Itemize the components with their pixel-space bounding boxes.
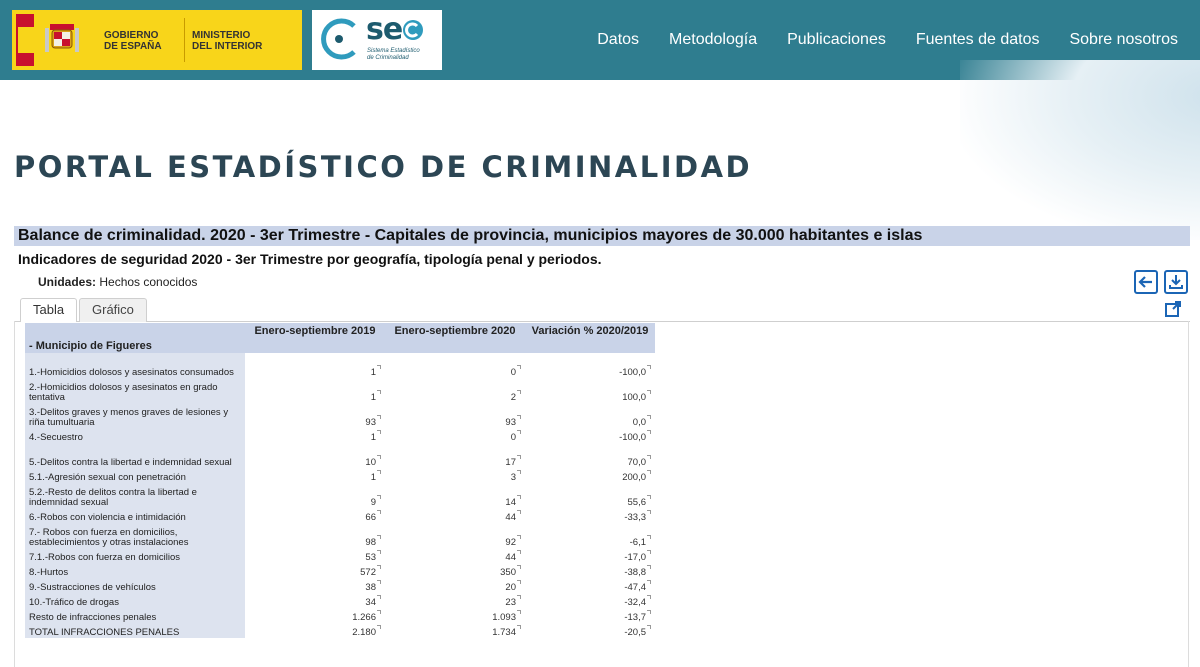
row-label xyxy=(25,403,245,428)
value-2020 xyxy=(385,378,525,403)
table-row xyxy=(25,468,655,483)
value-2019 xyxy=(245,353,385,378)
cell-note-marker xyxy=(517,495,521,499)
value-2020-text: 3 xyxy=(510,472,516,483)
arrow-left-icon xyxy=(1138,274,1154,290)
value-2019-text: 1 xyxy=(370,367,376,378)
table-row xyxy=(25,608,655,623)
tab-tabla[interactable]: Tabla xyxy=(20,298,77,322)
value-variation-text: -47,4 xyxy=(624,582,646,593)
value-variation xyxy=(525,593,655,608)
cell-note-marker xyxy=(377,610,381,614)
value-variation-text: 0,0 xyxy=(632,417,646,428)
value-2020-text: 44 xyxy=(505,512,516,523)
value-2019 xyxy=(245,378,385,403)
value-2020 xyxy=(385,468,525,483)
table-row xyxy=(25,378,655,403)
cell-note-marker xyxy=(647,455,651,459)
value-variation-text: 55,6 xyxy=(627,497,646,508)
sec-subtitle: Sistema Estadístico de Criminalidad xyxy=(367,48,420,61)
value-2020-text: 2 xyxy=(510,392,516,403)
cell-note-marker xyxy=(377,390,381,394)
panel-border xyxy=(1188,321,1189,667)
column-header: Enero-septiembre 2019 xyxy=(245,323,385,353)
row-label-text: 7.- Robos con fuerza en domicilios, establecimientos y otras instalaciones xyxy=(29,527,189,548)
sec-wordmark: se xyxy=(366,12,424,47)
external-link-icon[interactable] xyxy=(1164,300,1182,318)
value-2019-text: 93 xyxy=(365,417,376,428)
value-2020-text: 20 xyxy=(505,582,516,593)
value-variation xyxy=(525,403,655,428)
tab-grafico[interactable]: Gráfico xyxy=(79,298,147,322)
value-2020 xyxy=(385,623,525,638)
table-row xyxy=(25,443,655,468)
value-2020-text: 350 xyxy=(500,567,516,578)
row-label-text: TOTAL INFRACCIONES PENALES xyxy=(29,627,180,638)
value-2019 xyxy=(245,468,385,483)
cell-note-marker xyxy=(377,595,381,599)
value-2019 xyxy=(245,428,385,443)
balance-title-bar: Balance de criminalidad. 2020 - 3er Trimestre - Capitales de provincia, municipios mayores de 30.000 habitantes e islas xyxy=(14,226,1190,246)
value-2020-text: 0 xyxy=(510,432,516,443)
table-row xyxy=(25,593,655,608)
row-label xyxy=(25,623,245,638)
value-2019-text: 1 xyxy=(370,392,376,403)
sec-circle-icon xyxy=(316,16,362,62)
value-2019-text: 38 xyxy=(365,582,376,593)
cell-note-marker xyxy=(647,430,651,434)
value-2019-text: 1.266 xyxy=(352,612,376,623)
cell-note-marker xyxy=(517,415,521,419)
value-2020 xyxy=(385,548,525,563)
value-2020 xyxy=(385,428,525,443)
table-row xyxy=(25,508,655,523)
value-variation xyxy=(525,563,655,578)
value-2020-text: 1.734 xyxy=(492,627,516,638)
row-label xyxy=(25,378,245,403)
decorative-glow xyxy=(960,60,1200,240)
row-label xyxy=(25,428,245,443)
nav-publicaciones[interactable]: Publicaciones xyxy=(787,31,886,48)
value-2019-text: 1 xyxy=(370,472,376,483)
cell-note-marker xyxy=(517,625,521,629)
row-label xyxy=(25,563,245,578)
cell-note-marker xyxy=(377,550,381,554)
download-icon xyxy=(1168,274,1184,290)
data-table xyxy=(25,323,655,638)
row-label xyxy=(25,523,245,548)
value-2019-text: 34 xyxy=(365,597,376,608)
value-variation xyxy=(525,428,655,443)
value-variation-text: -100,0 xyxy=(619,367,646,378)
row-label xyxy=(25,443,245,468)
cell-note-marker xyxy=(377,580,381,584)
cell-note-marker xyxy=(647,510,651,514)
cell-note-marker xyxy=(517,365,521,369)
cell-note-marker xyxy=(377,365,381,369)
table-row xyxy=(25,578,655,593)
gobierno-logo[interactable] xyxy=(12,10,302,70)
value-2019 xyxy=(245,608,385,623)
cell-note-marker xyxy=(517,455,521,459)
cell-note-marker xyxy=(647,365,651,369)
table-subtitle: Indicadores de seguridad 2020 - 3er Trimestre por geografía, tipología penal y periodos. xyxy=(18,251,602,267)
value-variation-text: -33,3 xyxy=(624,512,646,523)
nav-metodologia[interactable]: Metodología xyxy=(669,31,758,48)
row-label xyxy=(25,483,245,508)
value-variation-text: 200,0 xyxy=(622,472,646,483)
value-2019 xyxy=(245,403,385,428)
gobierno-text: GOBIERNO DE ESPAÑA xyxy=(104,30,162,52)
value-2019 xyxy=(245,483,385,508)
value-2019-text: 53 xyxy=(365,552,376,563)
value-2020 xyxy=(385,608,525,623)
row-label-text: Resto de infracciones penales xyxy=(29,612,157,623)
ministerio-text: MINISTERIO DEL INTERIOR xyxy=(192,30,263,52)
value-2019 xyxy=(245,593,385,608)
value-2020-text: 17 xyxy=(505,457,516,468)
page-title: PORTAL ESTADÍSTICO DE CRIMINALIDAD xyxy=(14,150,753,184)
value-variation-text: 100,0 xyxy=(622,392,646,403)
value-variation xyxy=(525,523,655,548)
value-variation-text: 70,0 xyxy=(627,457,646,468)
cell-note-marker xyxy=(647,415,651,419)
column-header: Enero-septiembre 2020 xyxy=(385,323,525,353)
value-2020-text: 93 xyxy=(505,417,516,428)
value-2020 xyxy=(385,508,525,523)
value-2020 xyxy=(385,578,525,593)
value-variation-text: -100,0 xyxy=(619,432,646,443)
value-2019 xyxy=(245,443,385,468)
nav-fuentes-de-datos[interactable]: Fuentes de datos xyxy=(915,31,1040,48)
cell-note-marker xyxy=(377,495,381,499)
back-button[interactable] xyxy=(1134,270,1158,294)
value-variation-text: -13,7 xyxy=(624,612,646,623)
cell-note-marker xyxy=(647,535,651,539)
cell-note-marker xyxy=(647,495,651,499)
value-variation xyxy=(525,353,655,378)
row-label-text: 10.-Tráfico de drogas xyxy=(29,597,119,608)
value-variation xyxy=(525,623,655,638)
value-2019-text: 66 xyxy=(365,512,376,523)
table-row xyxy=(25,523,655,548)
value-2020 xyxy=(385,523,525,548)
value-2019-text: 1 xyxy=(370,432,376,443)
cell-note-marker xyxy=(517,470,521,474)
column-header: Variación % 2020/2019 xyxy=(525,323,655,353)
units-value: Hechos conocidos xyxy=(99,275,198,289)
value-2019-text: 98 xyxy=(365,537,376,548)
cell-note-marker xyxy=(517,390,521,394)
value-2019-text: 2.180 xyxy=(352,627,376,638)
value-variation-text: -32,4 xyxy=(624,597,646,608)
row-label-text: 1.-Homicidios dolosos y asesinatos consumados xyxy=(29,367,234,378)
value-2019-text: 10 xyxy=(365,457,376,468)
value-2020-text: 1.093 xyxy=(492,612,516,623)
value-variation-text: -20,5 xyxy=(624,627,646,638)
value-2020 xyxy=(385,563,525,578)
row-label-text: 4.-Secuestro xyxy=(29,432,83,443)
cell-note-marker xyxy=(647,625,651,629)
table-row xyxy=(25,548,655,563)
row-label xyxy=(25,468,245,483)
panel-border xyxy=(14,321,15,667)
row-header: - Municipio de Figueres xyxy=(25,323,245,353)
row-label-text: 2.-Homicidios dolosos y asesinatos en grado tentativa xyxy=(29,382,218,403)
value-variation xyxy=(525,483,655,508)
cell-note-marker xyxy=(517,580,521,584)
units-label: Unidades: xyxy=(38,275,97,289)
value-2020 xyxy=(385,483,525,508)
value-2020 xyxy=(385,443,525,468)
nav-sobre-nosotros[interactable]: Sobre nosotros xyxy=(1069,31,1178,48)
cell-note-marker xyxy=(377,430,381,434)
value-2020 xyxy=(385,353,525,378)
row-label xyxy=(25,353,245,378)
cell-note-marker xyxy=(647,565,651,569)
row-label-text: 7.1.-Robos con fuerza en domicilios xyxy=(29,552,181,563)
main-nav xyxy=(597,31,1178,49)
table-row xyxy=(25,563,655,578)
table-row xyxy=(25,623,655,638)
cell-note-marker xyxy=(517,535,521,539)
row-label xyxy=(25,578,245,593)
value-variation xyxy=(525,443,655,468)
value-2019 xyxy=(245,578,385,593)
value-variation xyxy=(525,608,655,623)
value-2020-text: 44 xyxy=(505,552,516,563)
table-row xyxy=(25,353,655,378)
cell-note-marker xyxy=(647,595,651,599)
value-2019 xyxy=(245,508,385,523)
value-2019 xyxy=(245,523,385,548)
row-label xyxy=(25,593,245,608)
cell-note-marker xyxy=(647,550,651,554)
cell-note-marker xyxy=(647,470,651,474)
value-variation xyxy=(525,378,655,403)
value-variation-text: -17,0 xyxy=(624,552,646,563)
coat-of-arms-icon xyxy=(42,20,82,60)
table-row xyxy=(25,403,655,428)
value-2019 xyxy=(245,623,385,638)
value-2020-text: 92 xyxy=(505,537,516,548)
logo-divider xyxy=(184,18,185,62)
value-2019-text: 572 xyxy=(360,567,376,578)
row-label-text: 9.-Sustracciones de vehículos xyxy=(29,582,156,593)
cell-note-marker xyxy=(377,625,381,629)
value-2020 xyxy=(385,403,525,428)
row-label-text: 5.1.-Agresión sexual con penetración xyxy=(29,472,186,483)
cell-note-marker xyxy=(517,565,521,569)
value-2020-text: 23 xyxy=(505,597,516,608)
row-label xyxy=(25,608,245,623)
cell-note-marker xyxy=(647,610,651,614)
nav-datos[interactable]: Datos xyxy=(597,31,640,48)
row-label-text: 5.-Delitos contra la libertad e indemnidad sexual xyxy=(29,457,232,468)
tabs-divider xyxy=(14,321,1190,322)
cell-note-marker xyxy=(377,565,381,569)
value-2020-text: 14 xyxy=(505,497,516,508)
value-variation-text: -6,1 xyxy=(629,537,646,548)
value-2020-text: 0 xyxy=(510,367,516,378)
value-variation xyxy=(525,468,655,483)
sec-c-icon xyxy=(402,19,424,41)
sec-logo[interactable] xyxy=(312,10,442,70)
row-label xyxy=(25,548,245,563)
value-variation-text: -38,8 xyxy=(624,567,646,578)
download-button[interactable] xyxy=(1164,270,1188,294)
cell-note-marker xyxy=(517,510,521,514)
row-label-text: 8.-Hurtos xyxy=(29,567,69,578)
units-line xyxy=(38,275,197,289)
value-variation xyxy=(525,578,655,593)
value-2019 xyxy=(245,563,385,578)
row-label-text: 5.2.-Resto de delitos contra la libertad e indemnidad sexual xyxy=(29,487,197,508)
value-2019-text: 9 xyxy=(370,497,376,508)
cell-note-marker xyxy=(377,415,381,419)
cell-note-marker xyxy=(647,580,651,584)
cell-note-marker xyxy=(377,455,381,459)
spain-flag-icon xyxy=(16,14,34,66)
value-2019 xyxy=(245,548,385,563)
table-row xyxy=(25,428,655,443)
cell-note-marker xyxy=(377,510,381,514)
value-variation xyxy=(525,548,655,563)
cell-note-marker xyxy=(377,535,381,539)
row-label-text: 6.-Robos con violencia e intimidación xyxy=(29,512,186,523)
cell-note-marker xyxy=(517,430,521,434)
cell-note-marker xyxy=(517,595,521,599)
table-row xyxy=(25,483,655,508)
cell-note-marker xyxy=(517,610,521,614)
cell-note-marker xyxy=(377,470,381,474)
cell-note-marker xyxy=(647,390,651,394)
row-label xyxy=(25,508,245,523)
row-label-text: 3.-Delitos graves y menos graves de lesiones y riña tumultuaria xyxy=(29,407,229,428)
value-variation xyxy=(525,508,655,523)
cell-note-marker xyxy=(517,550,521,554)
value-2020 xyxy=(385,593,525,608)
